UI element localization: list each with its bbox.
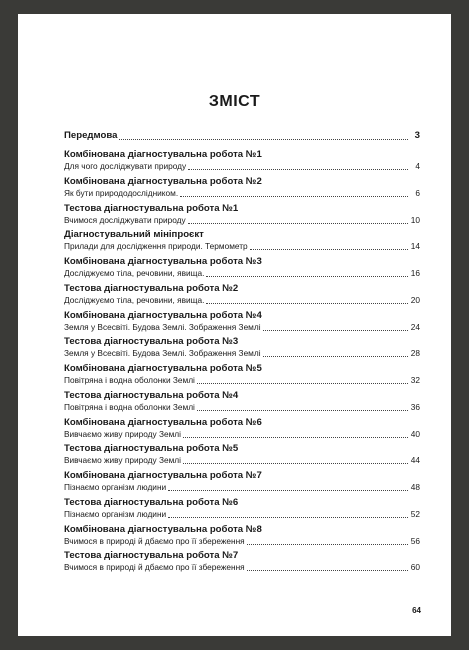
toc-entry-heading: Комбінована діагностувальна робота №8	[64, 523, 262, 535]
toc-entry-text: Вчимося в природі й дбаємо про її збереження	[64, 562, 245, 573]
toc-entry-text: Вчимося в природі й дбаємо про її збереження	[64, 535, 245, 546]
toc-entry[interactable]	[64, 497, 420, 524]
toc-entry[interactable]	[64, 417, 420, 444]
toc-entry-heading: Тестова діагностувальна робота №4	[64, 389, 239, 401]
toc-line	[64, 482, 420, 493]
dot-leader	[188, 222, 408, 224]
toc-page-number: 16	[410, 268, 420, 278]
dot-leader	[197, 382, 408, 384]
toc-entry-heading: Комбінована діагностувальна робота №5	[64, 363, 262, 374]
toc-entry-text: Повітряна і водна оболонки Землі	[64, 375, 195, 385]
toc-line	[64, 241, 420, 252]
dot-leader	[183, 462, 408, 464]
toc-page-number: 24	[410, 321, 420, 332]
toc-line	[64, 562, 420, 573]
toc-line	[64, 348, 420, 359]
toc-entry-text: Пізнаємо організм людини	[64, 508, 167, 519]
toc-entry-heading: Комбінована діагностувальна робота №1	[64, 149, 262, 160]
table-of-contents	[64, 130, 420, 577]
toc-entry-heading: Комбінована діагностувальна робота №6	[64, 416, 262, 428]
toc-page-number: 10	[410, 214, 420, 225]
toc-page-number: 36	[410, 401, 420, 412]
toc-entry-heading: Комбінована діагностувальна робота №3	[64, 256, 262, 267]
toc-entry-text: Земля у Всесвіті. Будова Землі. Зображення Землі	[64, 348, 261, 359]
toc-line	[64, 268, 420, 279]
toc-entry[interactable]	[64, 336, 420, 363]
toc-page-number: 40	[410, 428, 420, 439]
toc-line	[64, 215, 420, 226]
toc-page-number: 20	[410, 294, 420, 305]
page-number: 64	[412, 606, 421, 615]
page-title: ЗМІСТ	[208, 93, 261, 110]
toc-entry[interactable]	[64, 229, 420, 256]
toc-line	[64, 188, 420, 199]
toc-line	[64, 455, 420, 466]
toc-entry-text: Як бути природодослідником.	[64, 187, 179, 198]
dot-leader	[168, 516, 408, 518]
toc-line	[64, 536, 420, 547]
toc-line	[64, 130, 420, 142]
toc-entry-heading: Комбінована діагностувальна робота №4	[64, 309, 262, 321]
dot-leader	[188, 168, 408, 170]
dot-leader	[247, 569, 408, 571]
toc-line	[64, 509, 420, 520]
toc-line	[64, 375, 420, 386]
toc-entry-text: Повітряна і водна оболонки Землі	[64, 401, 195, 412]
toc-entry-text: Досліджуємо тіла, речовини, явища.	[64, 268, 205, 278]
dot-leader	[180, 195, 408, 197]
toc-page-number: 52	[410, 508, 420, 519]
dot-leader	[206, 302, 408, 304]
toc-page-number: 14	[410, 241, 420, 252]
toc-entry-heading: Тестова діагностувальна робота №6	[64, 496, 239, 508]
dot-leader	[263, 355, 408, 357]
toc-page-number: 6	[415, 187, 420, 198]
toc-entry-text: Передмова	[64, 130, 118, 141]
toc-entry-heading: Діагностувальний мініпроєкт	[64, 229, 204, 241]
toc-entry[interactable]	[64, 203, 420, 230]
toc-page-number: 32	[410, 375, 420, 385]
toc-entry-heading: Тестова діагностувальна робота №3	[64, 336, 239, 348]
dot-leader	[247, 543, 408, 545]
toc-entry-text: Вивчаємо живу природу Землі	[64, 428, 181, 439]
toc-entry-heading: Комбінована діагностувальна робота №7	[64, 470, 262, 481]
toc-entry-text: Вчимося досліджувати природу	[64, 214, 186, 225]
toc-entry[interactable]	[64, 550, 420, 577]
dot-leader	[263, 329, 408, 331]
toc-page-number: 44	[410, 455, 420, 466]
toc-page-number: 3	[414, 130, 420, 141]
toc-entry[interactable]	[64, 283, 420, 310]
toc-entry[interactable]	[64, 176, 420, 203]
toc-line	[64, 429, 420, 440]
toc-entry-text: Прилади для дослідження природи. Термометр	[64, 241, 248, 252]
toc-page-number: 60	[410, 562, 420, 573]
toc-page-number: 28	[410, 348, 420, 359]
toc-entry-heading: Комбінована діагностувальна робота №2	[64, 175, 262, 187]
toc-entry-heading: Тестова діагностувальна робота №2	[64, 282, 239, 294]
toc-entry[interactable]	[64, 443, 420, 470]
toc-entry-heading: Тестова діагностувальна робота №1	[64, 202, 239, 214]
toc-entry[interactable]	[64, 310, 420, 337]
toc-entry[interactable]	[64, 363, 420, 390]
document-page	[18, 14, 451, 636]
toc-entry-text: Пізнаємо організм людини	[64, 482, 167, 492]
toc-entry[interactable]	[64, 256, 420, 283]
dot-leader	[119, 138, 408, 140]
toc-page-number: 56	[410, 535, 420, 546]
toc-entry[interactable]	[64, 149, 420, 176]
dot-leader	[168, 489, 408, 491]
dot-leader	[183, 436, 408, 438]
toc-entry-preface[interactable]	[64, 130, 420, 149]
toc-line	[64, 161, 420, 172]
dot-leader	[206, 275, 408, 277]
toc-entry-text: Досліджуємо тіла, речовини, явища.	[64, 294, 205, 305]
toc-page-number: 48	[410, 482, 420, 492]
toc-entry-heading: Тестова діагностувальна робота №7	[64, 550, 239, 562]
toc-line	[64, 402, 420, 413]
toc-entry[interactable]	[64, 470, 420, 497]
toc-line	[64, 322, 420, 333]
toc-entry-heading: Тестова діагностувальна робота №5	[64, 443, 239, 455]
toc-entry-text: Для чого досліджувати природу	[64, 161, 187, 171]
toc-entry-text: Вивчаємо живу природу Землі	[64, 455, 181, 466]
toc-line	[64, 295, 420, 306]
dot-leader	[250, 248, 408, 250]
dot-leader	[197, 409, 408, 411]
toc-entry[interactable]	[64, 524, 420, 551]
toc-entry-text: Земля у Всесвіті. Будова Землі. Зображення Землі	[64, 321, 261, 332]
toc-page-number: 4	[415, 161, 420, 171]
toc-entry[interactable]	[64, 390, 420, 417]
